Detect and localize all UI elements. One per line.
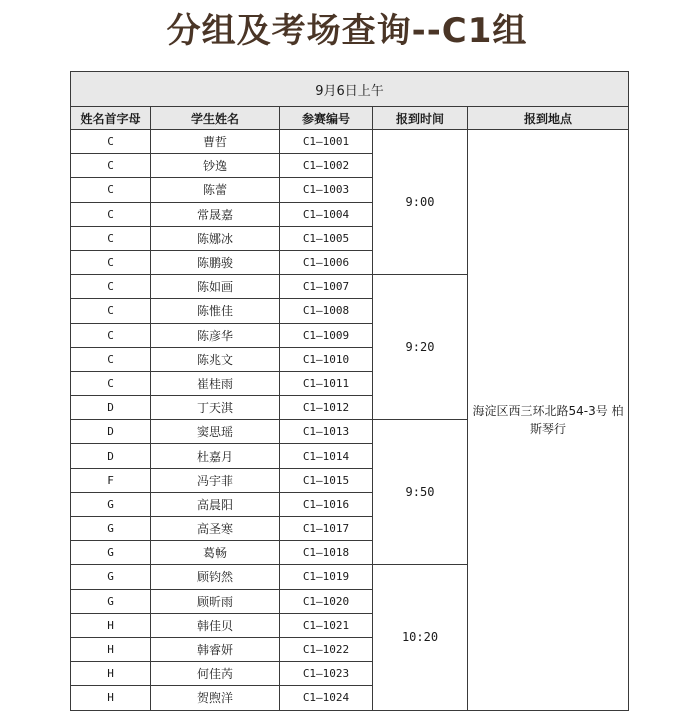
entry-id-cell: C1—1019 bbox=[280, 565, 373, 589]
check-in-location-cell: 海淀区西三环北路54-3号 柏斯琴行 bbox=[468, 130, 629, 711]
entry-id-cell: C1—1002 bbox=[280, 154, 373, 178]
check-in-time-cell: 9:20 bbox=[373, 275, 468, 420]
check-in-time-cell: 9:00 bbox=[373, 130, 468, 275]
entry-id-cell: C1—1011 bbox=[280, 371, 373, 395]
student-name-cell: 陈兆文 bbox=[151, 347, 280, 371]
entry-id-cell: C1—1016 bbox=[280, 492, 373, 516]
header-row bbox=[71, 107, 629, 130]
student-name-cell: 高圣寒 bbox=[151, 517, 280, 541]
initial-cell: C bbox=[71, 275, 151, 299]
student-name-cell: 贺煦洋 bbox=[151, 686, 280, 710]
entry-id-cell: C1—1004 bbox=[280, 202, 373, 226]
student-name-cell: 陈蕾 bbox=[151, 178, 280, 202]
initial-cell: H bbox=[71, 686, 151, 710]
page-title: 分组及考场查询--C1组 bbox=[166, 11, 528, 51]
student-name-cell: 陈如画 bbox=[151, 275, 280, 299]
student-name-cell: 何佳芮 bbox=[151, 662, 280, 686]
initial-cell: F bbox=[71, 468, 151, 492]
check-in-time-cell: 9:50 bbox=[373, 420, 468, 565]
header-initial: 姓名首字母 bbox=[71, 107, 151, 130]
entry-id-cell: C1—1014 bbox=[280, 444, 373, 468]
initial-cell: C bbox=[71, 347, 151, 371]
initial-cell: D bbox=[71, 420, 151, 444]
student-name-cell: 钞逸 bbox=[151, 154, 280, 178]
initial-cell: H bbox=[71, 613, 151, 637]
student-name-cell: 陈娜冰 bbox=[151, 226, 280, 250]
initial-cell: G bbox=[71, 517, 151, 541]
student-name-cell: 陈鹏骏 bbox=[151, 250, 280, 274]
initial-cell: C bbox=[71, 226, 151, 250]
student-name-cell: 崔桂雨 bbox=[151, 371, 280, 395]
initial-cell: H bbox=[71, 637, 151, 661]
initial-cell: D bbox=[71, 444, 151, 468]
student-name-cell: 陈彦华 bbox=[151, 323, 280, 347]
initial-cell: G bbox=[71, 589, 151, 613]
schedule-table bbox=[70, 71, 629, 711]
initial-cell: C bbox=[71, 323, 151, 347]
entry-id-cell: C1—1022 bbox=[280, 637, 373, 661]
initial-cell: C bbox=[71, 154, 151, 178]
student-name-cell: 冯宇菲 bbox=[151, 468, 280, 492]
schedule-body bbox=[71, 130, 629, 711]
entry-id-cell: C1—1017 bbox=[280, 517, 373, 541]
entry-id-cell: C1—1003 bbox=[280, 178, 373, 202]
initial-cell: G bbox=[71, 565, 151, 589]
initial-cell: C bbox=[71, 202, 151, 226]
entry-id-cell: C1—1013 bbox=[280, 420, 373, 444]
header-time: 报到时间 bbox=[373, 107, 468, 130]
initial-cell: H bbox=[71, 662, 151, 686]
student-name-cell: 顾昕雨 bbox=[151, 589, 280, 613]
entry-id-cell: C1—1001 bbox=[280, 130, 373, 154]
entry-id-cell: C1—1015 bbox=[280, 468, 373, 492]
entry-id-cell: C1—1010 bbox=[280, 347, 373, 371]
session-date: 9月6日上午 bbox=[71, 72, 629, 107]
student-name-cell: 顾钧然 bbox=[151, 565, 280, 589]
entry-id-cell: C1—1018 bbox=[280, 541, 373, 565]
student-name-cell: 杜嘉月 bbox=[151, 444, 280, 468]
student-name-cell: 常晟嘉 bbox=[151, 202, 280, 226]
student-name-cell: 高晨阳 bbox=[151, 492, 280, 516]
entry-id-cell: C1—1008 bbox=[280, 299, 373, 323]
entry-id-cell: C1—1005 bbox=[280, 226, 373, 250]
header-location: 报到地点 bbox=[468, 107, 629, 130]
student-name-cell: 陈惟佳 bbox=[151, 299, 280, 323]
session-row bbox=[71, 72, 629, 107]
entry-id-cell: C1—1024 bbox=[280, 686, 373, 710]
initial-cell: C bbox=[71, 299, 151, 323]
initial-cell: D bbox=[71, 396, 151, 420]
entry-id-cell: C1—1023 bbox=[280, 662, 373, 686]
entry-id-cell: C1—1007 bbox=[280, 275, 373, 299]
initial-cell: C bbox=[71, 130, 151, 154]
initial-cell: C bbox=[71, 250, 151, 274]
entry-id-cell: C1—1006 bbox=[280, 250, 373, 274]
student-name-cell: 韩睿妍 bbox=[151, 637, 280, 661]
entry-id-cell: C1—1021 bbox=[280, 613, 373, 637]
student-name-cell: 葛畅 bbox=[151, 541, 280, 565]
check-in-time-cell: 10:20 bbox=[373, 565, 468, 710]
initial-cell: G bbox=[71, 492, 151, 516]
student-name-cell: 曹哲 bbox=[151, 130, 280, 154]
initial-cell: C bbox=[71, 178, 151, 202]
initial-cell: C bbox=[71, 371, 151, 395]
header-id: 参赛编号 bbox=[280, 107, 373, 130]
initial-cell: G bbox=[71, 541, 151, 565]
entry-id-cell: C1—1020 bbox=[280, 589, 373, 613]
entry-id-cell: C1—1009 bbox=[280, 323, 373, 347]
header-name: 学生姓名 bbox=[151, 107, 280, 130]
student-name-cell: 窦思瑶 bbox=[151, 420, 280, 444]
student-name-cell: 丁天淇 bbox=[151, 396, 280, 420]
student-name-cell: 韩佳贝 bbox=[151, 613, 280, 637]
table-row bbox=[71, 130, 629, 154]
entry-id-cell: C1—1012 bbox=[280, 396, 373, 420]
